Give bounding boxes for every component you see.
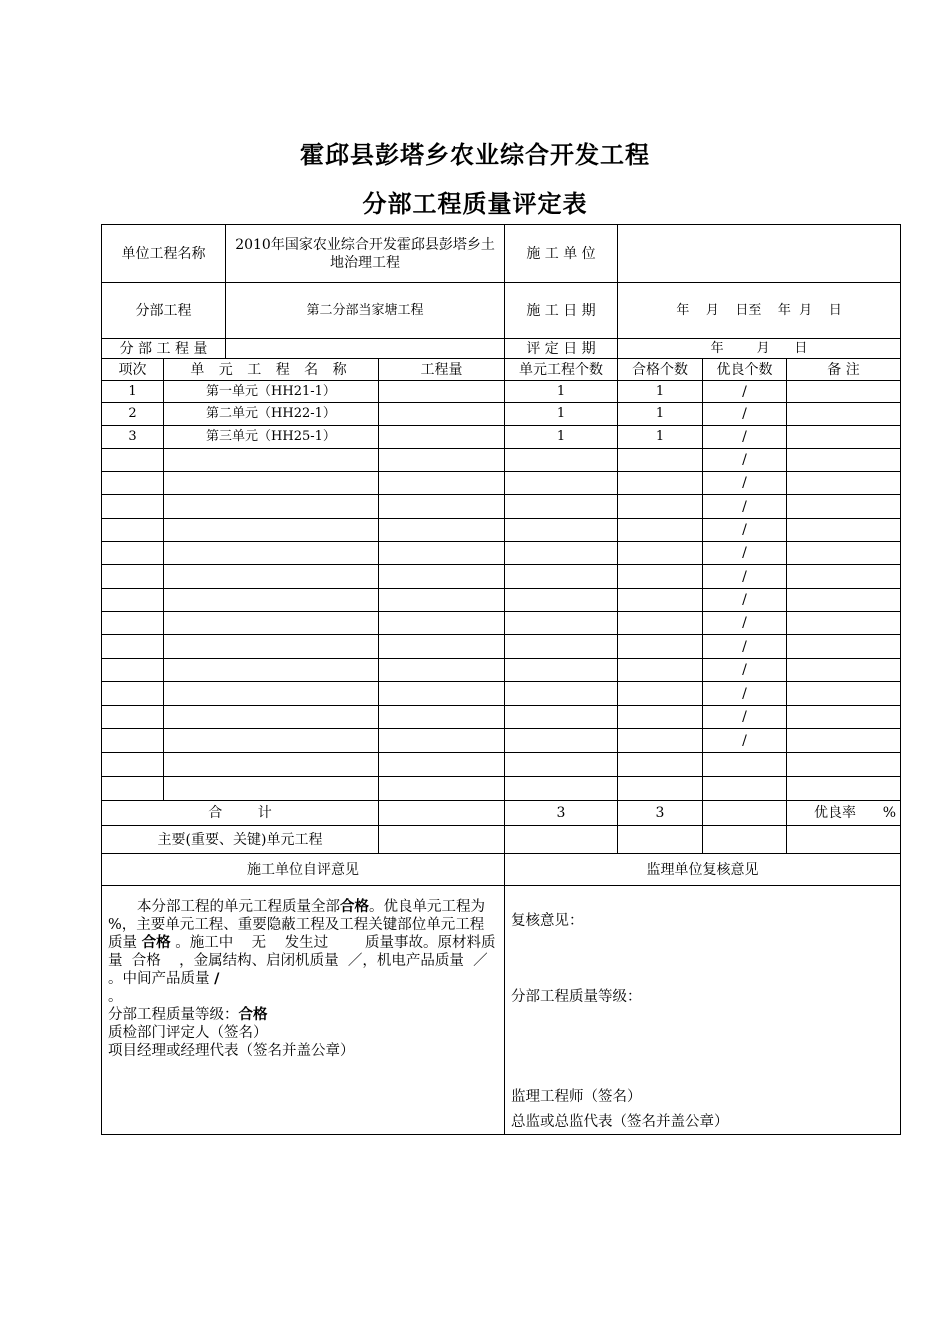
row-pass: 1 <box>618 426 703 449</box>
row-qty <box>379 519 505 542</box>
grade-line: 分部工程质量等级：合格 <box>108 1007 268 1023</box>
row-qty <box>379 426 505 449</box>
total-label: 合 计 <box>102 801 379 826</box>
row-count <box>505 449 618 472</box>
self-evaluation-header: 施工单位自评意见 <box>102 854 505 886</box>
opinion-body-row <box>102 886 901 1135</box>
row-name <box>164 495 379 519</box>
unit-project-label: 单位工程名称 <box>102 225 226 283</box>
row-pass <box>618 635 703 659</box>
col-header-excellent: 优良个数 <box>703 359 787 381</box>
row-pass <box>618 682 703 706</box>
table-row <box>102 635 901 659</box>
row-pass <box>618 612 703 635</box>
quantity-value <box>226 339 505 359</box>
row-name <box>164 589 379 612</box>
row-no <box>102 753 164 777</box>
row-note <box>787 472 901 495</box>
col-header-pass: 合格个数 <box>618 359 703 381</box>
row-note <box>787 495 901 519</box>
row-no: 2 <box>102 403 164 426</box>
row-count <box>505 777 618 801</box>
row-pass <box>618 777 703 801</box>
row-qty <box>379 729 505 753</box>
row-note <box>787 403 901 426</box>
grade-value: 合格 <box>238 1007 268 1023</box>
row-count: 1 <box>505 403 618 426</box>
row-name <box>164 612 379 635</box>
col-header-no: 项次 <box>102 359 164 381</box>
row-qty <box>379 381 505 403</box>
table-row <box>102 706 901 729</box>
row-note <box>787 777 901 801</box>
assess-date-label: 评 定 日 期 <box>505 339 618 359</box>
row-name <box>164 542 379 565</box>
row-qty <box>379 495 505 519</box>
review-opinion-label: 复核意见： <box>511 913 584 929</box>
row-qty <box>379 635 505 659</box>
row-name <box>164 519 379 542</box>
row-qty <box>379 589 505 612</box>
row-no <box>102 589 164 612</box>
quantity-label: 分 部 工 程 量 <box>102 339 226 359</box>
row-pass: 1 <box>618 381 703 403</box>
sub-project-value: 第二分部当家塘工程 <box>226 283 505 339</box>
total-row <box>102 801 901 826</box>
row-name <box>164 777 379 801</box>
table-row <box>102 659 901 682</box>
row-pass <box>618 659 703 682</box>
row-note <box>787 565 901 589</box>
row-excellent: / <box>703 612 787 635</box>
row-name: 第三单元（HH25-1） <box>164 426 379 449</box>
row-name <box>164 472 379 495</box>
row-note <box>787 519 901 542</box>
row-no <box>102 706 164 729</box>
row-name <box>164 449 379 472</box>
row-note <box>787 753 901 777</box>
main-units-row <box>102 826 901 854</box>
main-units-pass <box>618 826 703 854</box>
contractor-label: 施 工 单 位 <box>505 225 618 283</box>
chief-signature: 总监或总监代表（签名并盖公章） <box>511 1114 729 1130</box>
excellent-rate: 优良率 % <box>787 801 901 826</box>
col-header-qty: 工程量 <box>379 359 505 381</box>
row-qty <box>379 682 505 706</box>
inspector-signature: 质检部门评定人（签名） <box>108 1025 268 1041</box>
row-pass <box>618 565 703 589</box>
supervision-review-body <box>505 886 901 1135</box>
row-name: 第一单元（HH21-1） <box>164 381 379 403</box>
row-pass <box>618 753 703 777</box>
evaluation-table <box>101 224 901 1135</box>
row-qty <box>379 706 505 729</box>
row-pass <box>618 519 703 542</box>
row-excellent: / <box>703 706 787 729</box>
row-excellent: / <box>703 519 787 542</box>
row-no <box>102 542 164 565</box>
review-grade-label: 分部工程质量等级： <box>511 989 642 1005</box>
row-no <box>102 777 164 801</box>
total-count: 3 <box>505 801 618 826</box>
row-excellent: / <box>703 589 787 612</box>
row-qty <box>379 449 505 472</box>
table-row <box>102 777 901 801</box>
row-note <box>787 659 901 682</box>
row-qty <box>379 777 505 801</box>
row-name <box>164 635 379 659</box>
row-count <box>505 542 618 565</box>
document-title: 霍邱县彭塔乡农业综合开发工程 <box>300 141 650 169</box>
row-count <box>505 612 618 635</box>
row-count <box>505 519 618 542</box>
main-units-count <box>505 826 618 854</box>
row-count: 1 <box>505 426 618 449</box>
row-pass <box>618 449 703 472</box>
row-qty <box>379 542 505 565</box>
column-header-row <box>102 359 901 381</box>
row-name <box>164 682 379 706</box>
row-no <box>102 729 164 753</box>
row-qty <box>379 472 505 495</box>
self-evaluation-body <box>102 886 522 1135</box>
row-count <box>505 729 618 753</box>
row-count: 1 <box>505 381 618 403</box>
opinion-header-row <box>102 854 901 886</box>
row-pass <box>618 729 703 753</box>
row-excellent: / <box>703 381 787 403</box>
row-note <box>787 706 901 729</box>
row-note <box>787 635 901 659</box>
row-excellent: / <box>703 729 787 753</box>
row-note <box>787 542 901 565</box>
header-row-unit <box>102 225 901 283</box>
row-note <box>787 381 901 403</box>
row-excellent: / <box>703 403 787 426</box>
row-excellent: / <box>703 682 787 706</box>
supervisor-signature: 监理工程师（签名） <box>511 1089 642 1105</box>
header-row-quantity <box>102 339 901 359</box>
row-note <box>787 729 901 753</box>
self-evaluation-text: 本分部工程的单元工程质量全部合格。优良单元工程为 %，主要单元工程、重要隐蔽工程及工程关键部位单元工程质量 合格 。施工中 无 发生过 质量事故。原材料质量 合格 ，金属结构、启闭机质量 ／，机电产品质量 ／ 。中间产品质量 / 。 <box>108 899 522 1005</box>
row-count <box>505 635 618 659</box>
row-no <box>102 635 164 659</box>
table-row <box>102 449 901 472</box>
row-excellent: / <box>703 542 787 565</box>
row-no <box>102 449 164 472</box>
table-row <box>102 729 901 753</box>
row-name <box>164 753 379 777</box>
table-row <box>102 612 901 635</box>
row-count <box>505 659 618 682</box>
table-row <box>102 682 901 706</box>
row-pass <box>618 542 703 565</box>
construction-date-value: 年 月 日至 年 月 日 <box>618 283 901 339</box>
row-count <box>505 565 618 589</box>
total-qty <box>379 801 505 826</box>
table-row <box>102 519 901 542</box>
row-name <box>164 729 379 753</box>
table-row <box>102 753 901 777</box>
main-units-excellent <box>703 826 787 854</box>
table-row <box>102 403 901 426</box>
row-no <box>102 682 164 706</box>
row-pass <box>618 472 703 495</box>
col-header-note: 备 注 <box>787 359 901 381</box>
table-row <box>102 589 901 612</box>
supervision-review-header: 监理单位复核意见 <box>505 854 901 886</box>
row-qty <box>379 753 505 777</box>
main-units-label: 主要(重要、关键)单元工程 <box>102 826 379 854</box>
col-header-name: 单 元 工 程 名 称 <box>164 359 379 381</box>
row-name <box>164 706 379 729</box>
total-excellent <box>703 801 787 826</box>
manager-signature: 项目经理或经理代表（签名并盖公章） <box>108 1043 355 1059</box>
sub-project-label: 分部工程 <box>102 283 226 339</box>
row-name <box>164 565 379 589</box>
row-count <box>505 495 618 519</box>
row-name <box>164 659 379 682</box>
total-pass: 3 <box>618 801 703 826</box>
row-count <box>505 472 618 495</box>
row-no <box>102 659 164 682</box>
row-qty <box>379 612 505 635</box>
row-no <box>102 472 164 495</box>
table-row <box>102 381 901 403</box>
row-excellent: / <box>703 472 787 495</box>
table-row <box>102 426 901 449</box>
row-excellent: / <box>703 565 787 589</box>
row-pass <box>618 589 703 612</box>
contractor-value <box>618 225 901 283</box>
pass-mark-1: 合格 <box>340 899 369 915</box>
row-no <box>102 612 164 635</box>
col-header-count: 单元工程个数 <box>505 359 618 381</box>
unit-project-value: 2010年国家农业综合开发霍邱县彭塔乡土地治理工程 <box>226 225 505 283</box>
pass-mark-2: 合格 <box>141 935 171 951</box>
row-excellent <box>703 753 787 777</box>
row-no: 3 <box>102 426 164 449</box>
row-pass <box>618 495 703 519</box>
main-units-qty <box>379 826 505 854</box>
table-row <box>102 542 901 565</box>
form-title: 分部工程质量评定表 <box>362 190 588 218</box>
row-count <box>505 682 618 706</box>
row-count <box>505 753 618 777</box>
table-row <box>102 495 901 519</box>
row-qty <box>379 403 505 426</box>
row-no <box>102 565 164 589</box>
row-note <box>787 426 901 449</box>
row-name: 第二单元（HH22-1） <box>164 403 379 426</box>
table-row <box>102 472 901 495</box>
row-excellent: / <box>703 495 787 519</box>
intermediate-slash: / <box>214 971 220 987</box>
header-row-sub <box>102 283 901 339</box>
row-no: 1 <box>102 381 164 403</box>
construction-date-label: 施 工 日 期 <box>505 283 618 339</box>
main-units-note <box>787 826 901 854</box>
row-pass: 1 <box>618 403 703 426</box>
row-note <box>787 589 901 612</box>
row-count <box>505 589 618 612</box>
row-note <box>787 612 901 635</box>
row-no <box>102 519 164 542</box>
row-excellent: / <box>703 659 787 682</box>
table-row <box>102 565 901 589</box>
row-no <box>102 495 164 519</box>
row-excellent: / <box>703 449 787 472</box>
row-count <box>505 706 618 729</box>
row-note <box>787 682 901 706</box>
row-qty <box>379 565 505 589</box>
assess-date-value: 年 月 日 <box>618 339 901 359</box>
row-qty <box>379 659 505 682</box>
row-pass <box>618 706 703 729</box>
row-note <box>787 449 901 472</box>
row-excellent <box>703 777 787 801</box>
row-excellent: / <box>703 426 787 449</box>
row-excellent: / <box>703 635 787 659</box>
